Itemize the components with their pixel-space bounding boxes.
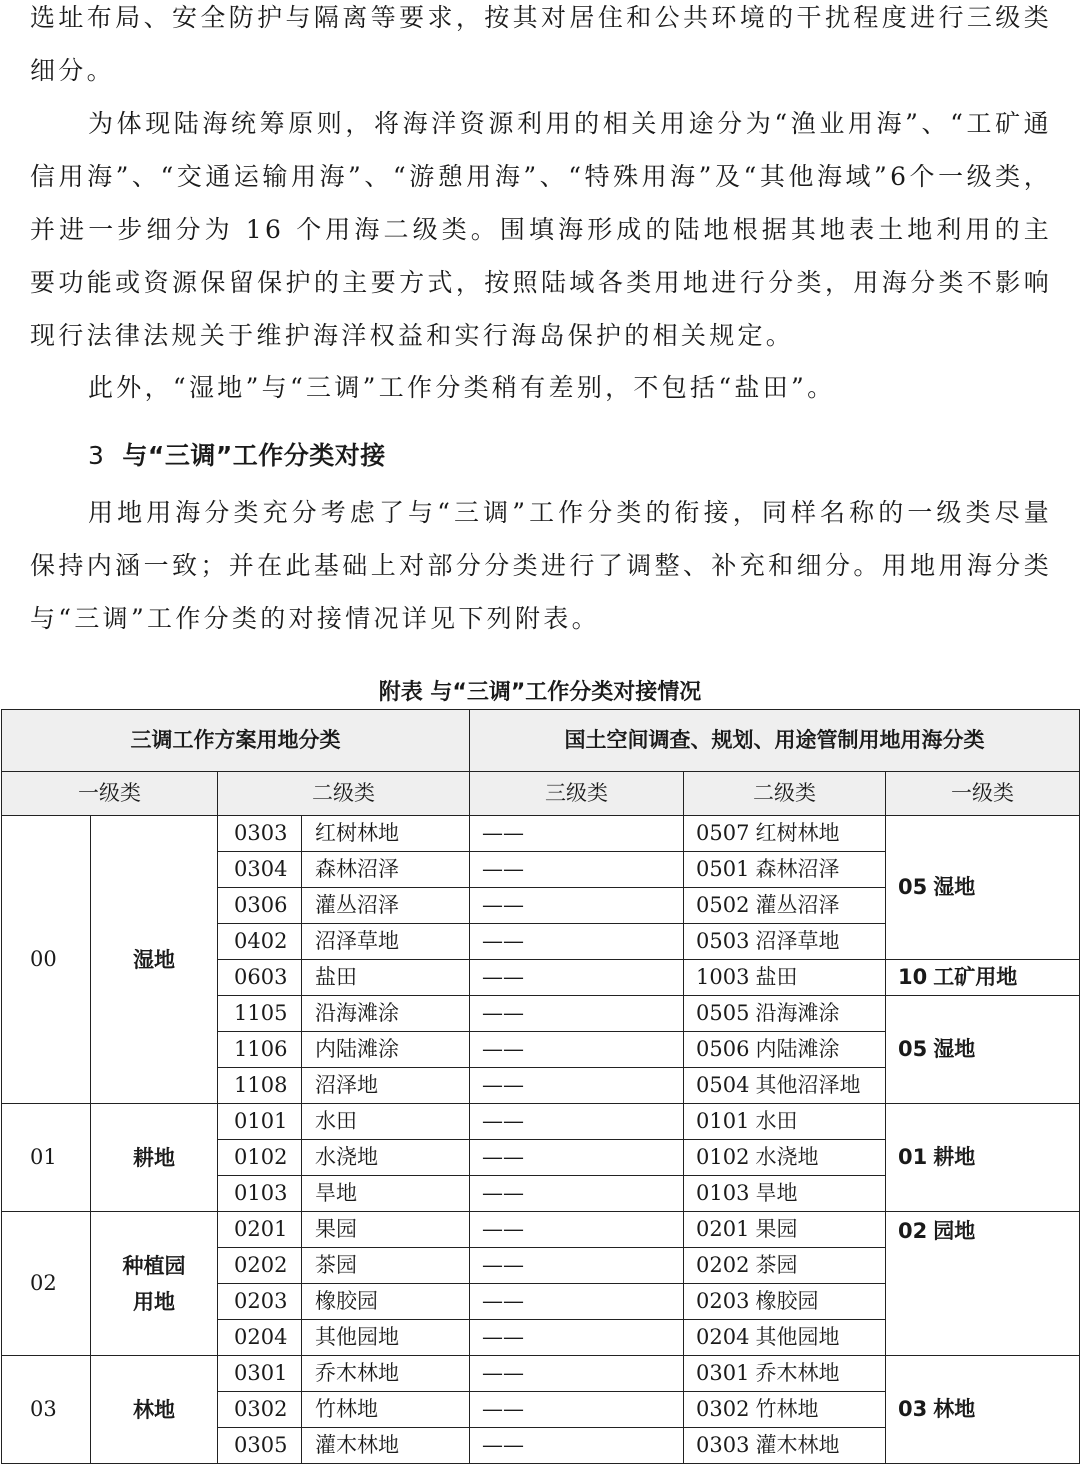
new-l3-dash: —— <box>470 1176 684 1212</box>
new-l2-cell <box>684 1248 886 1284</box>
sandiao-l1-code: 00 <box>2 816 91 1104</box>
new-l2-cell <box>684 1068 886 1104</box>
new-l1-cell <box>886 1356 1080 1464</box>
new-l3-dash: —— <box>470 1068 684 1104</box>
sandiao-l2-name: 沼泽草地 <box>302 924 470 960</box>
sandiao-l2-name: 沿海滩涂 <box>302 996 470 1032</box>
sandiao-l2-name: 灌丛沼泽 <box>302 888 470 924</box>
new-l3-dash: —— <box>470 1140 684 1176</box>
new-l1-name: 工矿用地 <box>933 965 1018 989</box>
new-l1-code: 05 <box>898 1037 928 1061</box>
new-l2-code: 0302 <box>696 1397 750 1421</box>
sandiao-l2-code: 0402 <box>218 924 302 960</box>
sandiao-l2-name: 盐田 <box>302 960 470 996</box>
new-l2-code: 0505 <box>696 1001 750 1025</box>
sandiao-l2-code: 0603 <box>218 960 302 996</box>
new-l3-dash: —— <box>470 1392 684 1428</box>
table-row <box>2 1104 1080 1140</box>
new-l2-name: 橡胶园 <box>755 1289 819 1313</box>
sandiao-l1-name-line1: 种植园 <box>122 1253 186 1278</box>
new-l1-code: 01 <box>898 1145 928 1169</box>
new-l3-dash: —— <box>470 888 684 924</box>
group-header-right: 国土空间调查、规划、用途管制用地用海分类 <box>470 710 1080 772</box>
sandiao-l2-name: 水浇地 <box>302 1140 470 1176</box>
table-row <box>2 1356 1080 1392</box>
new-l2-name: 灌丛沼泽 <box>755 893 840 917</box>
new-l2-code: 0204 <box>696 1325 750 1349</box>
sandiao-l2-name: 森林沼泽 <box>302 852 470 888</box>
new-l2-cell <box>684 924 886 960</box>
col-header-sandiao-level2: 二级类 <box>218 772 470 816</box>
new-l1-name: 园地 <box>933 1219 976 1243</box>
sandiao-l2-code: 0201 <box>218 1212 302 1248</box>
sandiao-l1-name <box>91 1212 218 1356</box>
new-l2-name: 竹林地 <box>755 1397 819 1421</box>
new-l2-name: 其他沼泽地 <box>755 1073 861 1097</box>
sandiao-l2-code: 0305 <box>218 1428 302 1464</box>
sandiao-l2-name: 乔木林地 <box>302 1356 470 1392</box>
new-l3-dash: —— <box>470 852 684 888</box>
sandiao-l2-name: 其他园地 <box>302 1320 470 1356</box>
paragraph-docking: 用地用海分类充分考虑了与“三调”工作分类的衔接，同样名称的一级类尽量保持内涵一致；并在此基础上对部分分类进行了调整、补充和细分。用地用海分类与“三调”工作分类的对接情况详见下列附表。 <box>30 498 1052 633</box>
new-l2-cell <box>684 1032 886 1068</box>
new-l3-dash: —— <box>470 1356 684 1392</box>
sandiao-l1-name: 林地 <box>91 1356 218 1464</box>
new-l2-cell <box>684 1392 886 1428</box>
col-header-new-level1: 一级类 <box>886 772 1080 816</box>
new-l2-name: 红树林地 <box>755 821 840 845</box>
new-l2-code: 0103 <box>696 1181 750 1205</box>
new-l2-name: 水田 <box>755 1109 798 1133</box>
new-l1-code: 02 <box>898 1219 928 1243</box>
section-heading <box>88 434 386 478</box>
paragraph-sea-use: 为体现陆海统筹原则，将海洋资源利用的相关用途分为“渔业用海”、“工矿通信用海”、“交通运输用海”、“游憩用海”、“特殊用海”及“其他海域”6个一级类，并进一步细分为 16 个用海二级类。围填海形成的陆地根据其地表土地利用的主要功能或资源保留保护的主要方式，按照陆域各类用地进行分类，用海分类不影响现行法律法规关于维护海洋权益和实行海岛保护的相关规定。 <box>30 109 1052 350</box>
classification-mapping-table <box>1 709 1080 1464</box>
sandiao-l2-name: 茶园 <box>302 1248 470 1284</box>
new-l3-dash: —— <box>470 1320 684 1356</box>
new-l2-code: 0303 <box>696 1433 750 1457</box>
new-l2-code: 0504 <box>696 1073 750 1097</box>
paragraph-intro-tail: 选址布局、安全防护与隔离等要求，按其对居住和公共环境的干扰程度进行三级类细分。 <box>30 3 1052 85</box>
new-l1-name: 湿地 <box>933 875 976 899</box>
new-l2-code: 0203 <box>696 1289 750 1313</box>
group-header-left: 三调工作方案用地分类 <box>2 710 470 772</box>
new-l2-name: 乔木林地 <box>755 1361 840 1385</box>
sandiao-l2-code: 1108 <box>218 1068 302 1104</box>
new-l3-dash: —— <box>470 1212 684 1248</box>
section-number: 3 <box>88 441 105 470</box>
new-l2-name: 森林沼泽 <box>755 857 840 881</box>
new-l2-cell <box>684 996 886 1032</box>
new-l2-cell <box>684 1320 886 1356</box>
sandiao-l2-name: 竹林地 <box>302 1392 470 1428</box>
sandiao-l2-code: 0304 <box>218 852 302 888</box>
new-l2-name: 水浇地 <box>755 1145 819 1169</box>
table-caption: 附表 与“三调”工作分类对接情况 <box>378 680 702 705</box>
sandiao-l1-code: 02 <box>2 1212 91 1356</box>
sandiao-l2-code: 0202 <box>218 1248 302 1284</box>
sandiao-l2-code: 0301 <box>218 1356 302 1392</box>
new-l2-code: 0503 <box>696 929 750 953</box>
sandiao-l2-code: 1105 <box>218 996 302 1032</box>
new-l1-cell <box>886 1104 1080 1212</box>
sandiao-l1-name: 湿地 <box>91 816 218 1104</box>
sandiao-l2-name: 沼泽地 <box>302 1068 470 1104</box>
new-l2-code: 0502 <box>696 893 750 917</box>
new-l2-code: 0102 <box>696 1145 750 1169</box>
new-l2-name: 沼泽草地 <box>755 929 840 953</box>
new-l3-dash: —— <box>470 816 684 852</box>
sandiao-l1-name-line2: 用地 <box>133 1289 175 1314</box>
new-l1-cell <box>886 960 1080 996</box>
new-l1-name: 湿地 <box>933 1037 976 1061</box>
sandiao-l2-code: 1106 <box>218 1032 302 1068</box>
new-l2-name: 果园 <box>755 1217 798 1241</box>
new-l2-cell <box>684 1356 886 1392</box>
new-l1-name: 林地 <box>933 1397 976 1421</box>
new-l1-cell <box>886 816 1080 960</box>
new-l2-cell <box>684 1428 886 1464</box>
sandiao-l2-code: 0102 <box>218 1140 302 1176</box>
group-header-row <box>2 710 1080 772</box>
new-l2-cell <box>684 960 886 996</box>
sandiao-l2-code: 0302 <box>218 1392 302 1428</box>
sandiao-l2-name: 橡胶园 <box>302 1284 470 1320</box>
new-l1-code: 05 <box>898 875 928 899</box>
sandiao-l2-name: 果园 <box>302 1212 470 1248</box>
new-l1-cell <box>886 1212 1080 1356</box>
sandiao-l2-code: 0103 <box>218 1176 302 1212</box>
sandiao-l1-name: 耕地 <box>91 1104 218 1212</box>
new-l2-cell <box>684 1284 886 1320</box>
sandiao-l2-name: 水田 <box>302 1104 470 1140</box>
new-l2-name: 茶园 <box>755 1253 798 1277</box>
sandiao-l2-code: 0204 <box>218 1320 302 1356</box>
col-header-new-level3: 三级类 <box>470 772 684 816</box>
sandiao-l1-code: 03 <box>2 1356 91 1464</box>
col-header-sandiao-level1: 一级类 <box>2 772 218 816</box>
new-l1-code: 03 <box>898 1397 928 1421</box>
new-l2-cell <box>684 1176 886 1212</box>
new-l2-cell <box>684 1212 886 1248</box>
column-header-row <box>2 772 1080 816</box>
new-l2-code: 0201 <box>696 1217 750 1241</box>
new-l3-dash: —— <box>470 1104 684 1140</box>
sandiao-l2-name: 内陆滩涂 <box>302 1032 470 1068</box>
new-l3-dash: —— <box>470 996 684 1032</box>
new-l2-name: 旱地 <box>755 1181 798 1205</box>
new-l1-code: 10 <box>898 965 928 989</box>
new-l2-code: 0202 <box>696 1253 750 1277</box>
new-l2-code: 0501 <box>696 857 750 881</box>
sandiao-l2-code: 0303 <box>218 816 302 852</box>
new-l3-dash: —— <box>470 960 684 996</box>
sandiao-l2-code: 0203 <box>218 1284 302 1320</box>
sandiao-l2-name: 红树林地 <box>302 816 470 852</box>
new-l2-code: 0301 <box>696 1361 750 1385</box>
sandiao-l2-name: 旱地 <box>302 1176 470 1212</box>
new-l2-name: 灌木林地 <box>755 1433 840 1457</box>
new-l2-name: 盐田 <box>755 965 798 989</box>
new-l2-cell <box>684 816 886 852</box>
new-l2-code: 0506 <box>696 1037 750 1061</box>
new-l2-cell <box>684 1104 886 1140</box>
new-l3-dash: —— <box>470 1248 684 1284</box>
new-l2-name: 其他园地 <box>755 1325 840 1349</box>
table-row <box>2 1212 1080 1248</box>
new-l2-code: 0101 <box>696 1109 750 1133</box>
new-l2-name: 沿海滩涂 <box>755 1001 840 1025</box>
new-l2-code: 1003 <box>696 965 750 989</box>
sandiao-l2-code: 0101 <box>218 1104 302 1140</box>
col-header-new-level2: 二级类 <box>684 772 886 816</box>
new-l1-cell <box>886 996 1080 1104</box>
sandiao-l1-code: 01 <box>2 1104 91 1212</box>
sandiao-l2-code: 0306 <box>218 888 302 924</box>
new-l2-code: 0507 <box>696 821 750 845</box>
new-l2-name: 内陆滩涂 <box>755 1037 840 1061</box>
new-l2-cell <box>684 852 886 888</box>
section-title: 与“三调”工作分类对接 <box>122 441 386 470</box>
new-l2-cell <box>684 888 886 924</box>
paragraph-wetland-note: 此外，“湿地”与“三调”工作分类稍有差别，不包括“盐田”。 <box>88 373 836 402</box>
new-l3-dash: —— <box>470 1284 684 1320</box>
new-l3-dash: —— <box>470 1032 684 1068</box>
new-l3-dash: —— <box>470 1428 684 1464</box>
sandiao-l2-name: 灌木林地 <box>302 1428 470 1464</box>
table-row <box>2 816 1080 852</box>
new-l3-dash: —— <box>470 924 684 960</box>
new-l2-cell <box>684 1140 886 1176</box>
new-l1-name: 耕地 <box>933 1145 976 1169</box>
